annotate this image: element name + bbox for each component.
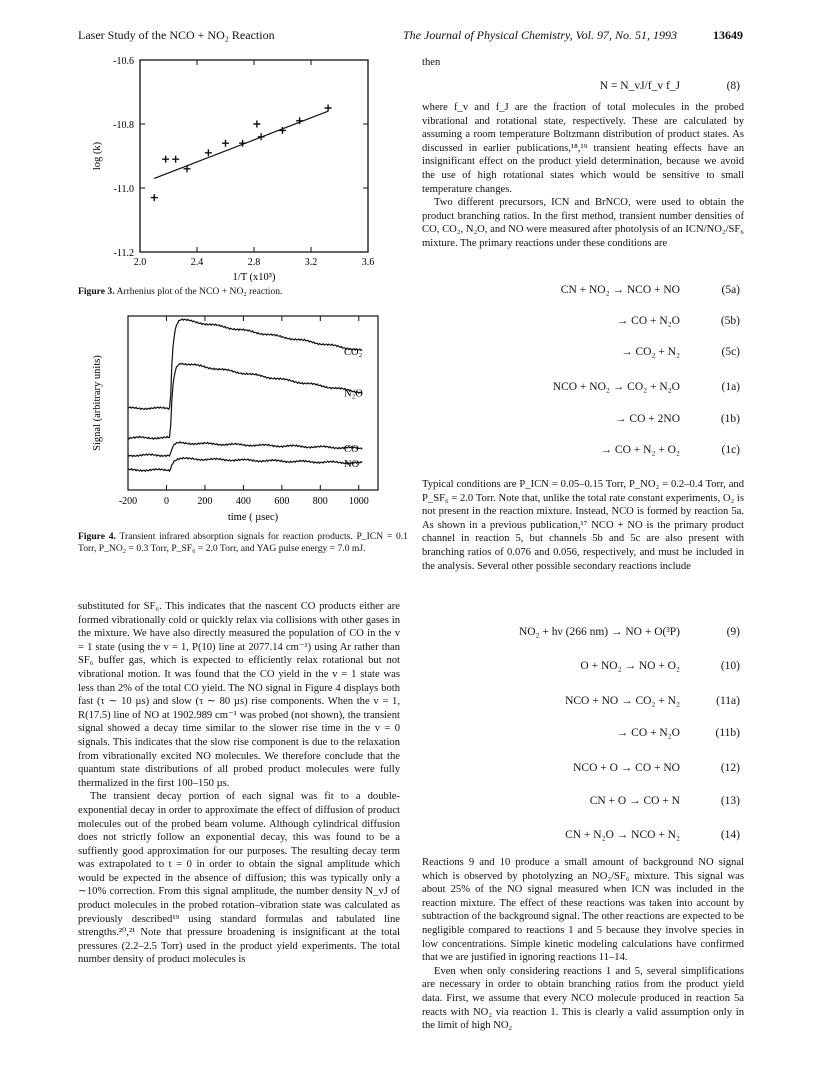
equation-number: (1b)	[720, 413, 740, 425]
journal-citation: The Journal of Physical Chemistry, Vol. 97, No. 51, 1993	[403, 28, 677, 42]
equation-number: (12)	[720, 762, 740, 774]
equation-expression: → CO + N₂O	[616, 315, 680, 327]
equation-number: (5a)	[721, 284, 740, 296]
right-column-block-1	[422, 101, 744, 251]
y-axis-label: Signal (arbitrary units)	[92, 355, 103, 451]
equation-1a	[422, 381, 744, 397]
data-point	[151, 194, 158, 201]
equation-number: (5c)	[721, 346, 740, 358]
y-tick-label: -11.0	[113, 184, 134, 195]
x-axis-label: 1/T (x10³)	[232, 272, 276, 283]
x-tick-label: 3.6	[361, 257, 375, 268]
figure-3-caption	[78, 286, 408, 298]
right-column-block-2	[422, 856, 744, 1033]
equation-12	[422, 762, 744, 778]
data-point	[222, 140, 229, 147]
series-line	[128, 458, 362, 472]
data-point	[325, 105, 332, 112]
equation-expression: CN + N₂O → NCO + N₂	[565, 829, 680, 841]
equation-expression: → CO₂ + N₂	[621, 346, 680, 358]
x-tick-label: -200	[118, 496, 138, 507]
paragraph-precursors: Two different precursors, ICN and BrNCO, were used to obtain the product branching ratios. In the first method, transient number densities of CO, CO₂, N₂O, and NO were measured after photolysis of an ICN/NO₂/SF₆ mixture. The primary reactions under these conditions are	[422, 197, 744, 249]
equation-expression: NCO + O → CO + NO	[573, 762, 680, 774]
equation-expression: → CO + N₂O	[616, 727, 680, 739]
figure-4-caption-text: Transient infrared absorption signals for reaction products. P_ICN = 0.1 Torr, P_NO₂ = 0.3 Torr, P_SF₆ = 2.0 Torr, and YAG pulse energy = 7.0 mJ.	[78, 531, 408, 554]
x-tick-label: 400	[235, 496, 251, 507]
page-number: 13649	[713, 28, 743, 42]
paragraph-typical-conditions: Typical conditions are P_ICN = 0.05–0.15 Torr, P_NO₂ = 0.2–0.4 Torr, and P_SF₆ = 2.0 Torr. Note that, unlike the total rate constant experiments, O₂ is not present in the reaction mixture. Instead, NCO is formed by reaction 5a. As shown in a previous publication,¹⁷ NCO + NO is the primary product channel in reaction 5, but channels 5b and 5c are also present with branching ratios of 0.076 and 0.056, respectively, and must be included in the analysis. Several other possible secondary reactions include	[422, 479, 744, 572]
right-column-then: then	[422, 57, 441, 68]
equation-5a	[422, 284, 744, 300]
figure-4-caption	[78, 531, 408, 555]
equation-expression: CN + NO₂ → NCO + NO	[560, 284, 680, 296]
equation-9	[422, 626, 744, 642]
equation-number: (13)	[720, 795, 740, 807]
equation-number: (10)	[720, 660, 740, 672]
figure-4-transient-signals	[78, 308, 408, 530]
equation-expression: → CO + 2NO	[615, 413, 680, 425]
x-tick-label: 2.8	[247, 257, 261, 268]
series-line	[128, 442, 362, 457]
y-axis-label: log (k)	[92, 141, 103, 171]
data-point	[253, 121, 260, 128]
x-tick-label: 1000	[348, 496, 369, 507]
data-point	[205, 149, 212, 156]
equation-1b	[422, 413, 744, 429]
x-tick-label: 2.4	[190, 257, 204, 268]
figure-4-label: Figure 4.	[78, 531, 116, 542]
running-head-title: Laser Study of the NCO + NO₂ Reaction	[78, 28, 275, 42]
paragraph-product-relaxation: substituted for SF₆. This indicates that the nascent CO products either are formed vibrationally cold or quickly relax via collisions with other gases in the mixture. We have also directly measured the population of CO in the v = 1 state (using the v = 1, P(10) line at 2077.14 cm⁻¹) using Ar rather than SF₆ buffer gas, which is expected to efficiently relax rotational but not vibrational motion. It was found that the CO yield in the v = 1 state was less than 2% of the total CO yield. The NO signal in Figure 4 displays both fast (τ ∼ 10 µs) and slow (τ ∼ 80 µs) rise components. When the v = 1, R(17.5) line of NO at 1902.989 cm⁻¹ was probed (not shown), the transient signal showed a decay time similar to the slower rise time in the v = 0 signals. This indicates that the slow rise component is due to the relaxation from vibrationally excited NO molecules. We therefore conclude that the quantum state distributions of all probed product molecules were fully thermalized in the first 100–150 µs.	[78, 601, 400, 789]
series-line	[128, 319, 362, 410]
equation-5b	[422, 315, 744, 331]
equation-13	[422, 795, 744, 811]
equation-number: (1c)	[721, 444, 740, 456]
series-label: CO₂	[344, 346, 363, 358]
figure-3-label: Figure 3.	[78, 286, 115, 297]
y-tick-label: -10.8	[113, 120, 134, 131]
figure-3-caption-text: Arrhenius plot of the NCO + NO₂ reaction.	[116, 286, 283, 297]
equation-number: (11b)	[715, 727, 740, 739]
x-tick-label: 600	[274, 496, 290, 507]
equation-number: (9)	[726, 626, 740, 638]
equation-14	[422, 829, 744, 845]
equation-number: (1a)	[721, 381, 740, 393]
x-tick-label: 200	[197, 496, 213, 507]
figure-3-arrhenius-plot	[78, 52, 408, 292]
equation-expression: O + NO₂ → NO + O₂	[580, 660, 680, 672]
series-line	[128, 363, 362, 439]
paragraph-background-reactions: Reactions 9 and 10 produce a small amount of background NO signal which is observed by photolyzing an NO₂/SF₆ mixture. This signal was about 25% of the NO signal measured when ICN was included in the reaction mixture. The effect of these reactions was taken into account by subtraction of the background signal. The other reactions are expected to be negligible compared to reactions 1 and 5 because they involve species in low concentrations. Simple kinetic modeling calculations have confirmed that we are justified in ignoring reactions 11–14.	[422, 857, 744, 964]
equation-10	[422, 660, 744, 676]
x-tick-label: 800	[312, 496, 328, 507]
equation-expression: NO₂ + hν (266 nm) → NO + O(³P)	[518, 626, 680, 638]
equation-1c	[422, 444, 744, 460]
left-column-body	[78, 600, 400, 967]
plot-frame	[140, 60, 368, 252]
equation-11b	[422, 727, 744, 743]
paragraph-fraction-definition: where f_v and f_J are the fraction of total molecules in the probed vibrational and rotational state, respectively. These are calculated by assuming a room temperature Boltzmann distribution of product states. As discussed in earlier publications,¹⁸,¹⁹ transient heating effects have an insignificant effect on the product yield determination, because we avoid the use of high rotational states which would be sensitive to small temperature changes.	[422, 102, 744, 195]
data-point	[162, 156, 169, 163]
equation-11a	[422, 695, 744, 711]
equation-8	[422, 80, 744, 96]
x-tick-label: 0	[163, 496, 169, 507]
equation-expression: NCO + NO₂ → CO₂ + N₂O	[552, 381, 680, 393]
series-label: NO	[344, 459, 360, 471]
x-tick-label: 3.2	[304, 257, 318, 268]
equation-number: (8)	[726, 80, 740, 92]
paragraph-transient-decay: The transient decay portion of each signal was fit to a double-exponential decay in order to approximate the effect of diffusion of product molecules out of the probed beam volume. Although cylindrical diffusion does not strictly follow an exponential decay, this was found to be a suffiently good approximation for our purposes. The resulting decay term was extrapolated to t = 0 in order to obtain the signal amplitude which would be expected in the absence of diffusion; this was typically only a ∼10% correction. From this signal amplitude, the number density N_vJ of product molecules in the probed rotation–vibration state was calculated as previously described¹⁹ using standard formulas and tabulated line strengths.²⁰,²¹ Note that pressure broadening is insignificant at the total pressures (2.2–2.5 Torr) used in the product yield experiments. The total number density of product molecules is	[78, 791, 400, 966]
series-label: CO	[344, 444, 359, 456]
data-point	[258, 133, 265, 140]
equation-expression: N = N_vJ/f_v f_J	[599, 80, 680, 92]
equation-expression: NCO + NO → CO₂ + N₂	[565, 695, 680, 707]
paragraph-simplifications: Even when only considering reactions 1 and 5, several simplifications are necessary in order to obtain branching ratios from the product yield data. First, we assume that every NCO molecule produced in reaction 5a reacts with NO₂ via reaction 1. This is clearly a valid assumption only in the limit of high NO₂	[422, 965, 744, 1032]
equation-number: (11a)	[716, 695, 740, 707]
y-tick-label: -11.2	[113, 248, 134, 259]
x-axis-label: time ( µsec)	[227, 512, 279, 523]
equation-number: (14)	[720, 829, 740, 841]
equation-expression: CN + O → CO + N	[589, 795, 680, 807]
equation-expression: → CO + N₂ + O₂	[600, 444, 680, 456]
data-point	[172, 156, 179, 163]
equation-5c	[422, 346, 744, 362]
equation-number: (5b)	[720, 315, 740, 327]
y-tick-label: -10.6	[113, 56, 134, 67]
plot-frame	[128, 316, 378, 490]
series-label: N₂O	[344, 388, 363, 400]
x-tick-label: 2.0	[133, 257, 147, 268]
